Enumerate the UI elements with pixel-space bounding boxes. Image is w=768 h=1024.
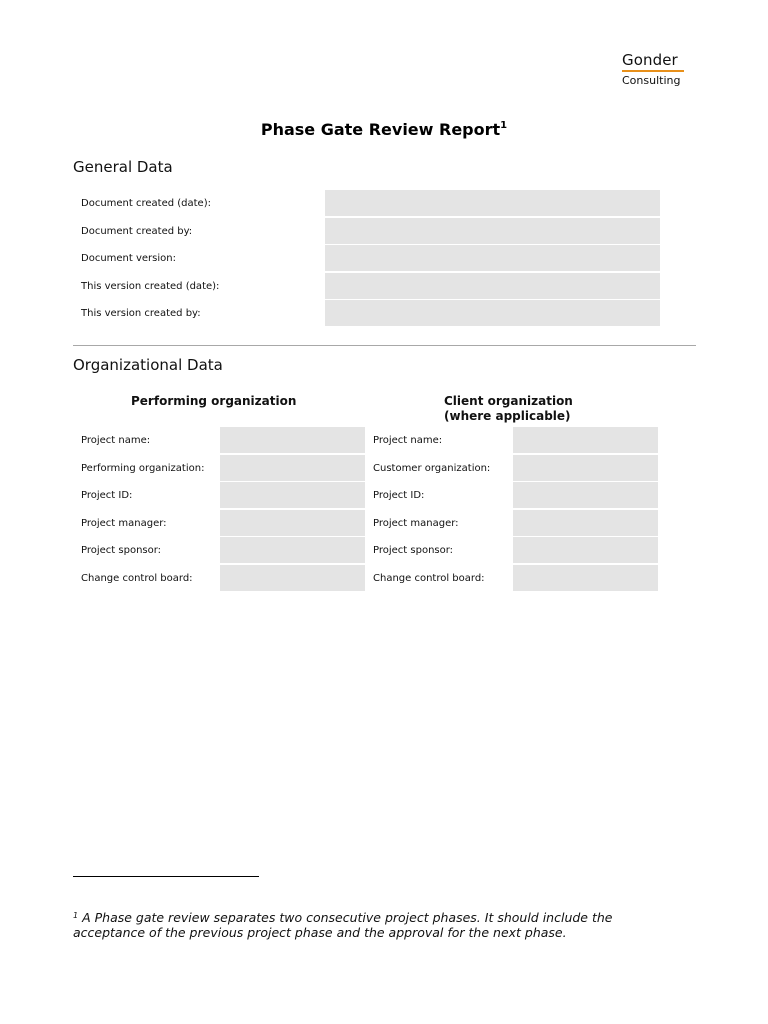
performing-field-label: Change control board: — [81, 572, 193, 584]
performing-field-label: Project name: — [81, 435, 151, 446]
performing-project-id-field[interactable] — [220, 482, 365, 508]
section-divider — [73, 345, 696, 346]
performing-field-label: Project ID: — [81, 490, 133, 501]
general-field-row — [73, 218, 661, 246]
performing-field-row — [73, 482, 366, 510]
performing-field-label: Project manager: — [81, 517, 167, 529]
document-created-by-field[interactable] — [325, 218, 660, 244]
client-organization-heading-line2: (where applicable) — [444, 409, 571, 423]
general-field-row — [73, 300, 661, 328]
document-created-date-field[interactable] — [325, 190, 660, 216]
page-title — [0, 118, 768, 142]
logo-subtitle: Consulting — [622, 74, 681, 87]
performing-change-control-board-field[interactable] — [220, 565, 365, 591]
client-field-row — [365, 565, 659, 593]
general-field-label: This version created (date): — [81, 280, 220, 292]
performing-field-row — [73, 455, 366, 483]
client-organization-table — [365, 427, 659, 592]
organizational-data-heading: Organizational Data — [73, 356, 223, 374]
performing-field-row — [73, 537, 366, 565]
client-field-row — [365, 510, 659, 538]
logo-name: Gonder — [622, 51, 678, 69]
client-field-row — [365, 482, 659, 510]
client-field-label: Project sponsor: — [373, 545, 454, 556]
company-logo — [622, 51, 686, 87]
performing-field-row — [73, 510, 366, 538]
client-field-row — [365, 455, 659, 483]
performing-organization-heading: Performing organization — [131, 394, 297, 408]
footnote-separator — [73, 876, 259, 877]
footnote-text: A Phase gate review separates two consecutive project phases. It should include the acceptance of the previous project phase and the approval for the next phase. — [73, 910, 613, 940]
client-change-control-board-field[interactable] — [513, 565, 658, 591]
client-field-label: Customer organization: — [373, 462, 491, 474]
client-field-label: Project name: — [373, 435, 443, 446]
page-title-text: Phase Gate Review Report — [260, 120, 501, 139]
logo-accent-bar — [622, 70, 684, 72]
client-field-row — [365, 537, 659, 565]
performing-field-row — [73, 427, 366, 455]
general-field-label: This version created by: — [81, 308, 201, 319]
performing-field-label: Performing organization: — [81, 462, 205, 474]
performing-organization-table — [73, 427, 366, 592]
performing-project-sponsor-field[interactable] — [220, 537, 365, 563]
performing-project-manager-field[interactable] — [220, 510, 365, 536]
client-project-name-field[interactable] — [513, 427, 658, 453]
client-project-sponsor-field[interactable] — [513, 537, 658, 563]
client-field-label: Project ID: — [373, 490, 425, 501]
general-field-label: Document created by: — [81, 225, 193, 237]
client-field-label: Project manager: — [373, 517, 459, 529]
general-data-table — [73, 190, 661, 328]
performing-field-label: Project sponsor: — [81, 545, 162, 556]
performing-project-name-field[interactable] — [220, 427, 365, 453]
performing-organization-field[interactable] — [220, 455, 365, 481]
client-organization-heading — [444, 394, 573, 424]
document-version-field[interactable] — [325, 245, 660, 271]
client-project-id-field[interactable] — [513, 482, 658, 508]
footnote — [73, 910, 673, 940]
title-footnote-ref: 1 — [500, 120, 508, 131]
general-field-label: Document created (date): — [81, 198, 211, 209]
performing-field-row — [73, 565, 366, 593]
client-project-manager-field[interactable] — [513, 510, 658, 536]
customer-organization-field[interactable] — [513, 455, 658, 481]
version-created-by-field[interactable] — [325, 300, 660, 326]
footnote-number: 1 — [73, 911, 79, 920]
client-field-row — [365, 427, 659, 455]
general-field-row — [73, 245, 661, 273]
general-field-row — [73, 273, 661, 301]
version-created-date-field[interactable] — [325, 273, 660, 299]
general-field-row — [73, 190, 661, 218]
general-field-label: Document version: — [81, 253, 176, 264]
client-organization-heading-line1: Client organization — [444, 394, 573, 408]
general-data-heading: General Data — [73, 158, 173, 176]
client-field-label: Change control board: — [373, 572, 485, 584]
